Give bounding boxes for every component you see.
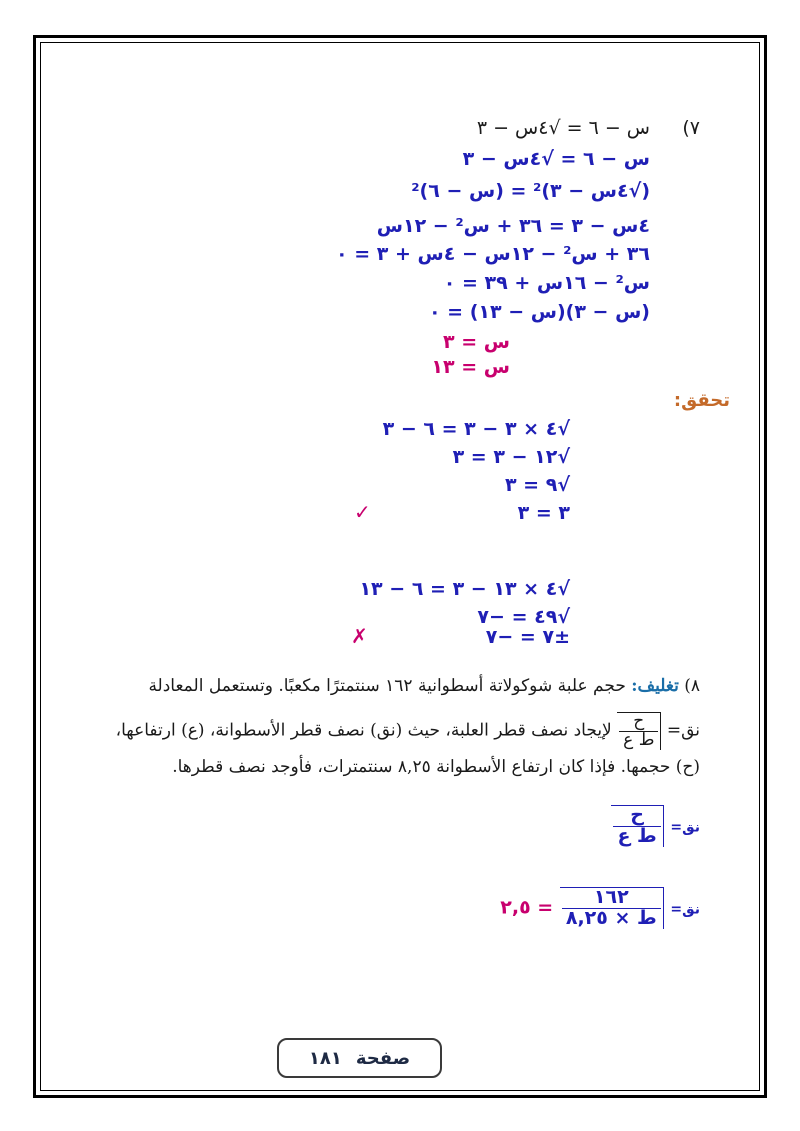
q8-sol1-lhs: نق= <box>670 819 700 836</box>
q8-text-1: حجم علبة شوكولاتة أسطوانية ١٦٢ سنتمترًا مكعبًا. وتستعمل المعادلة <box>148 676 626 696</box>
q8-label: تغليف: <box>631 676 679 696</box>
q7-step-3: ٤س − ٣ = ٣٦ + س² − ١٢س <box>376 215 650 237</box>
q8-sol2-numerator: ١٦٢ <box>562 888 661 909</box>
q8-sol1-radical <box>611 805 663 847</box>
page-word: صفحة <box>355 1047 411 1069</box>
q7-root-1: س = ٣ <box>443 331 510 353</box>
check-mark-icon: ✓ <box>354 500 371 524</box>
check-label: تحقق: <box>673 390 730 411</box>
q7-given-equation: س − ٦ = √٤س − ٣ <box>476 117 650 139</box>
check1-line-1: √٤ × ٣ − ٣ = ٦ − ٣ <box>382 418 570 440</box>
q7-step-5: س² − ١٦س + ٣٩ = ٠ <box>443 272 650 294</box>
q8-solution-1 <box>611 805 700 847</box>
q8-sol2-denominator: ط × ٨,٢٥ <box>565 906 657 929</box>
q7-step-6: (س − ٣)(س − ١٣) = ٠ <box>428 301 650 323</box>
q8-formula-denominator: ط ع <box>623 729 655 750</box>
q8-line-2 <box>116 712 700 750</box>
q7-step-4: ٣٦ + س² − ١٢س − ٤س + ٣ = ٠ <box>336 243 650 265</box>
page-number-badge <box>277 1038 442 1078</box>
q8-solution-2 <box>500 887 700 929</box>
q7-number: ٧) <box>682 117 700 139</box>
q8-formula-fraction <box>619 713 658 750</box>
check1-line-3: √٩ = ٣ <box>504 474 570 496</box>
q8-number: ٨) <box>684 676 700 696</box>
check2-line-1: √٤ × ١٣ − ٣ = ٦ − ١٣ <box>359 578 570 600</box>
check2-line-2: √٤٩ = −٧ <box>477 606 570 628</box>
q8-text-2: لإيجاد نصف قطر العلبة، حيث (نق) نصف قطر الأسطوانة، (ع) ارتفاعها، <box>115 720 612 741</box>
check1-line-2: √١٢ − ٣ = ٣ <box>452 446 570 468</box>
q8-sol1-fraction <box>613 806 660 847</box>
q7-step-1: س − ٦ = √٤س − ٣ <box>462 148 650 170</box>
q8-sol1-numerator: ح <box>613 806 660 827</box>
check1-line-4: ٣ = ٣ <box>517 502 570 524</box>
q7-root-2: س = ١٣ <box>431 356 510 378</box>
q8-sol2-fraction <box>562 888 661 929</box>
q8-formula-radical <box>617 712 661 750</box>
page-number: ١٨١ <box>308 1047 342 1069</box>
check2-line-3: ±٧ = −٧ <box>485 626 570 648</box>
q8-line-3: (ح) حجمها. فإذا كان ارتفاع الأسطوانة ٨,٢٥ سنتمترات، فأوجد نصف قطرها. <box>172 757 700 777</box>
q8-sol2-lhs: نق= <box>670 901 700 918</box>
q8-sol1-denominator: ط ع <box>617 824 657 847</box>
cross-mark-icon: ✗ <box>351 624 368 648</box>
q8-sol2-result: = ٢,٥ <box>500 896 554 919</box>
page-border-inner <box>40 42 760 1091</box>
q8-line-1 <box>148 676 700 696</box>
q8-sol2-radical <box>560 887 664 929</box>
q8-formula-lhs: نق= <box>666 720 700 741</box>
q7-step-2: (√٤س − ٣)² = (س − ٦)² <box>411 180 650 202</box>
q8-formula-numerator: ح <box>619 713 658 732</box>
